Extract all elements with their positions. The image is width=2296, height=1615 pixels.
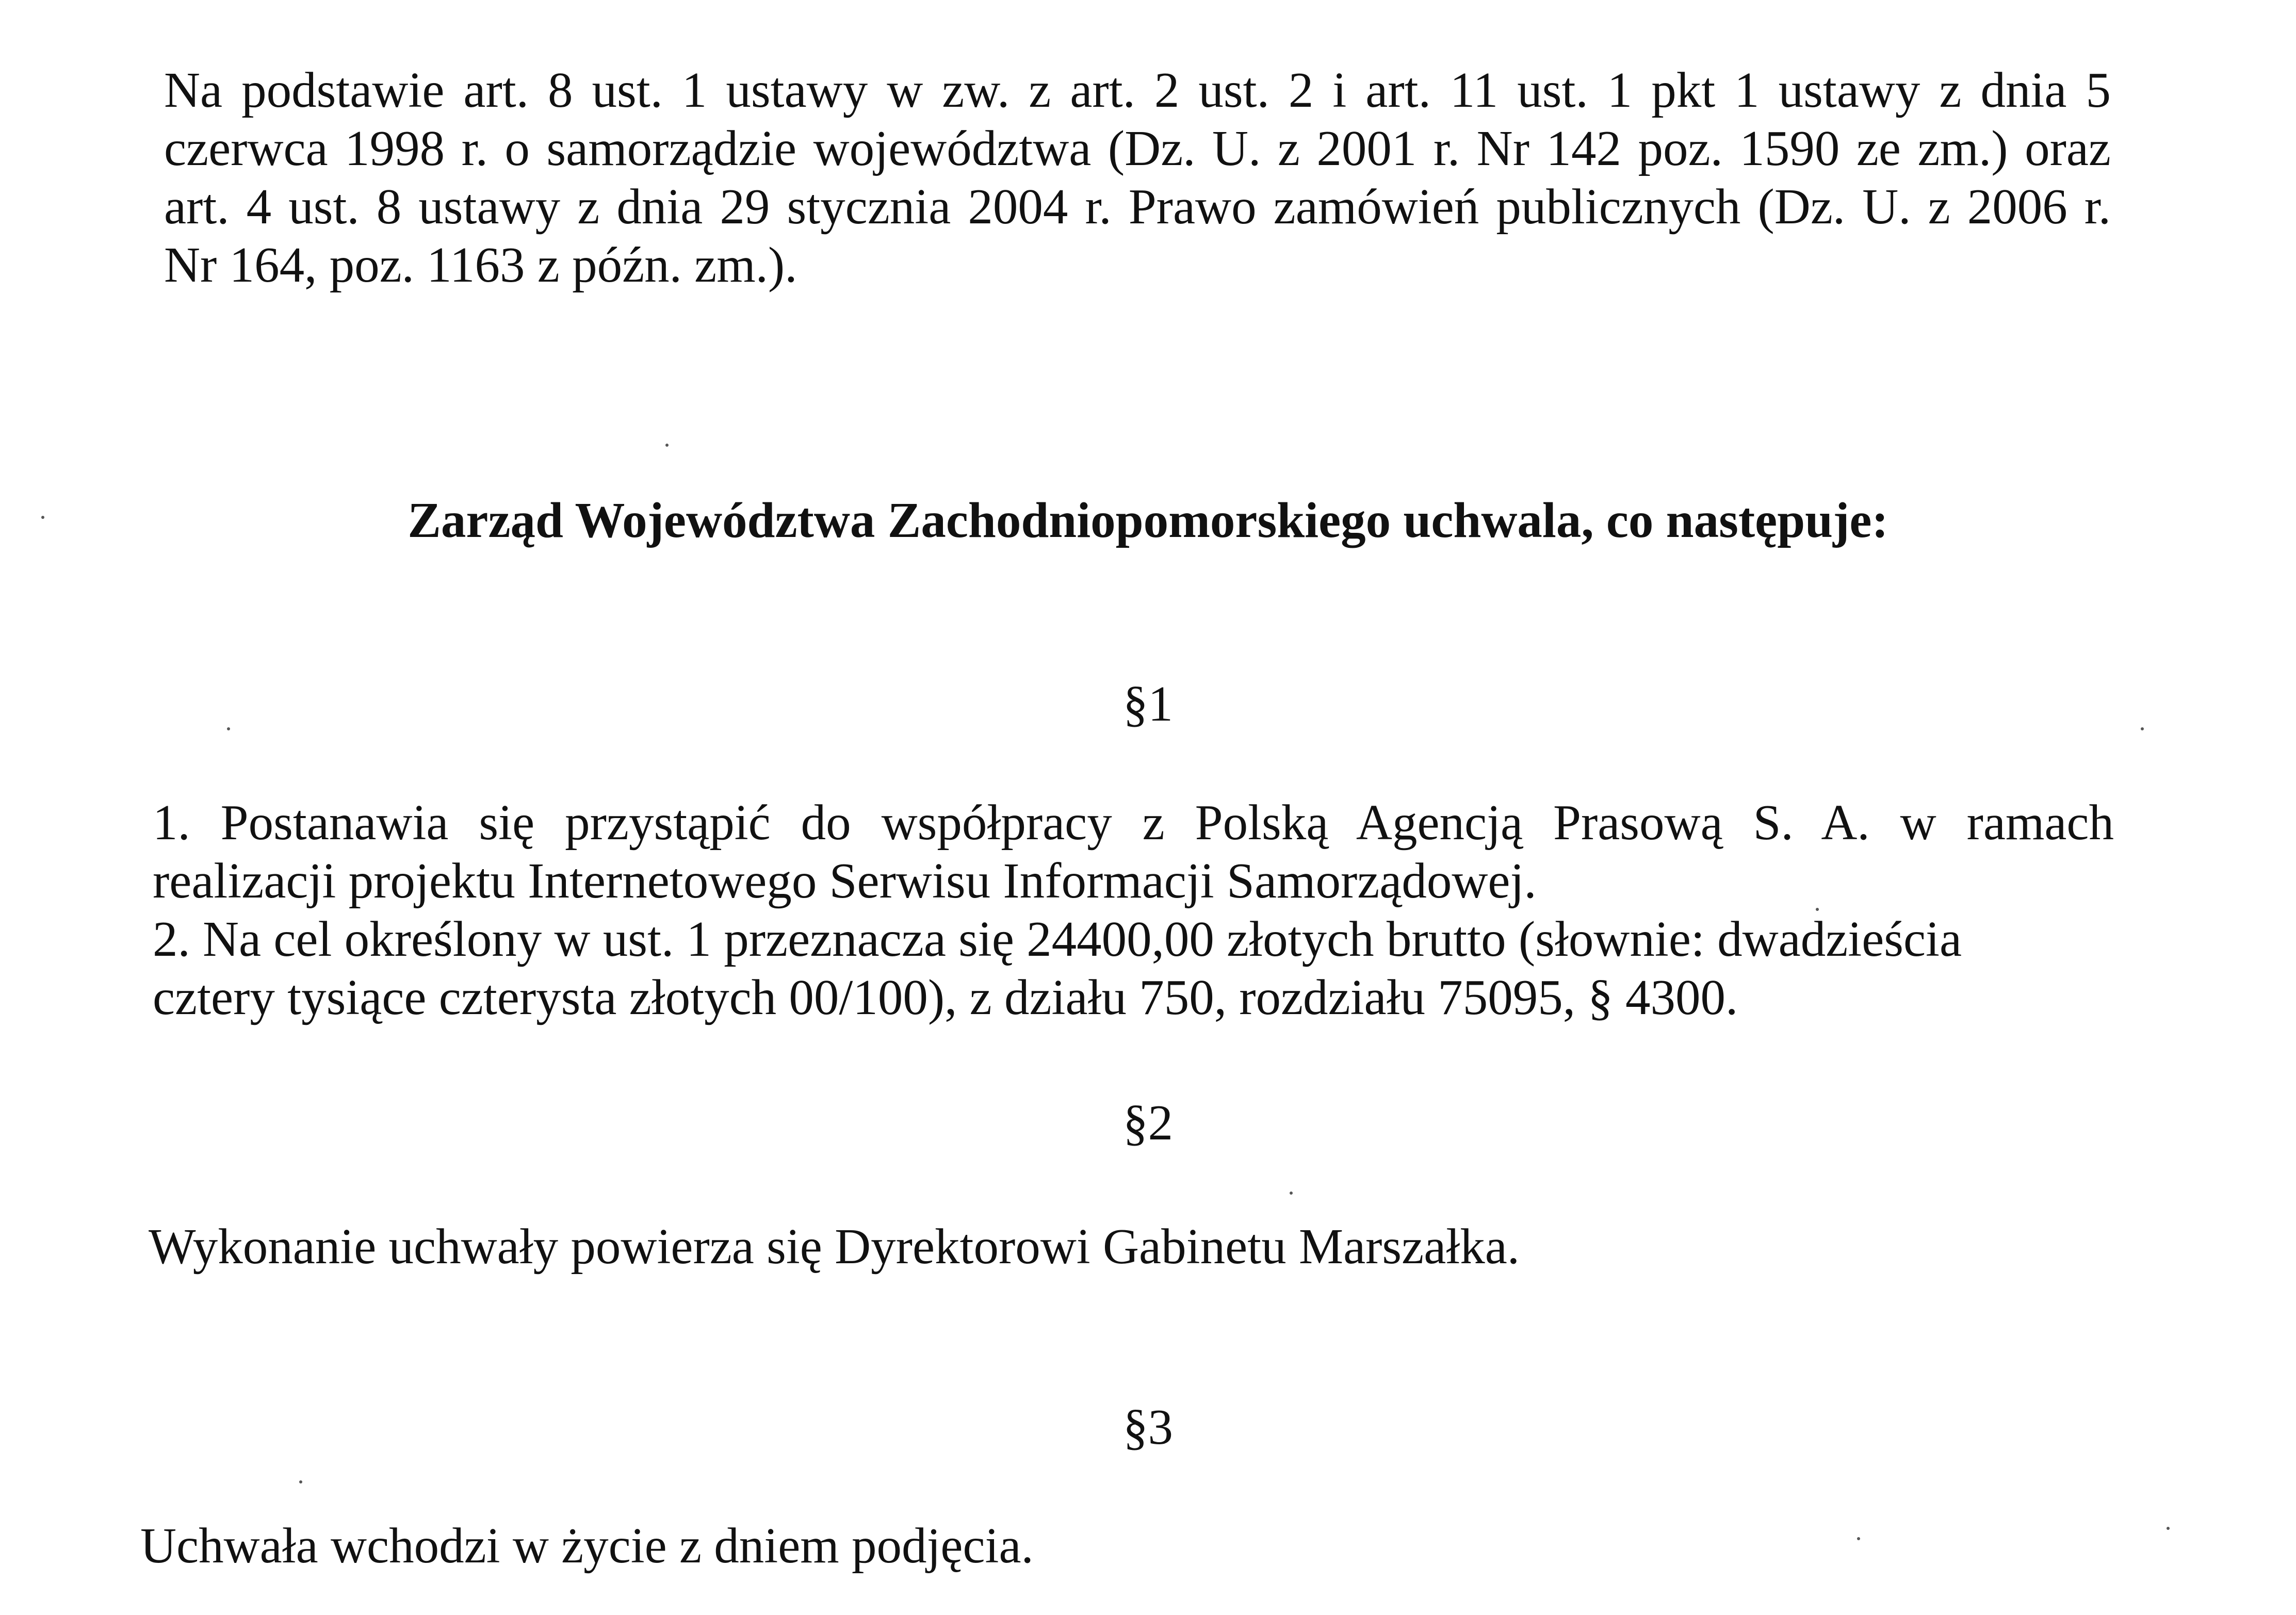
section-1-line: cztery tysiące czterysta złotych 00/100), z działu 750, rozdziału 75095, § 4300. bbox=[153, 970, 1738, 1025]
scan-speck bbox=[665, 444, 669, 447]
section-1-line: 2. Na cel określony w ust. 1 przeznacza się 24400,00 złotych brutto (słownie: dwadzieścia bbox=[153, 911, 1962, 967]
section-2-line: Wykonanie uchwały powierza się Dyrektorowi Gabinetu Marszałka. bbox=[149, 1219, 1520, 1274]
scan-speck bbox=[1290, 1192, 1293, 1195]
section-3-body bbox=[140, 1516, 2049, 1575]
legal-basis-line: Na podstawie art. 8 ust. 1 ustawy w zw. z art. 2 ust. 2 i art. 11 ust. 1 pkt 1 ustawy z dnia 5 bbox=[164, 62, 2111, 118]
section-1-line: 1. Postanawia się przystąpić do współpracy z Polską Agencją Prasową S. A. w ramach bbox=[153, 795, 2114, 850]
scan-speck bbox=[2167, 1527, 2170, 1530]
scan-speck bbox=[1816, 908, 1819, 911]
legal-basis-line: czerwca 1998 r. o samorządzie województwa (Dz. U. z 2001 r. Nr 142 poz. 1590 ze zm.) oraz bbox=[164, 121, 2111, 176]
section-1-body bbox=[153, 793, 2114, 1026]
scan-speck bbox=[299, 1480, 302, 1483]
section-2-sign: §2 bbox=[1123, 1095, 1173, 1150]
section-1-sign: §1 bbox=[1123, 676, 1173, 731]
legal-basis-line: Nr 164, poz. 1163 z późn. zm.). bbox=[164, 237, 797, 292]
legal-basis-paragraph bbox=[164, 61, 2111, 294]
scan-speck bbox=[1857, 1537, 1860, 1540]
scan-speck bbox=[227, 727, 230, 730]
section-1-line: realizacji projektu Internetowego Serwisu Informacji Samorządowej. bbox=[153, 853, 1537, 908]
scan-speck bbox=[2141, 727, 2144, 730]
section-2-body bbox=[149, 1217, 2057, 1276]
resolution-heading: Zarząd Województwa Zachodniopomorskiego uchwala, co następuje: bbox=[408, 493, 1888, 548]
section-3-sign: §3 bbox=[1123, 1399, 1173, 1455]
legal-basis-line: art. 4 ust. 8 ustawy z dnia 29 stycznia 2004 r. Prawo zamówień publicznych (Dz. U. z 2006 r. bbox=[164, 179, 2111, 234]
section-3-line: Uchwała wchodzi w życie z dniem podjęcia. bbox=[140, 1518, 1034, 1573]
scan-speck bbox=[41, 516, 44, 519]
